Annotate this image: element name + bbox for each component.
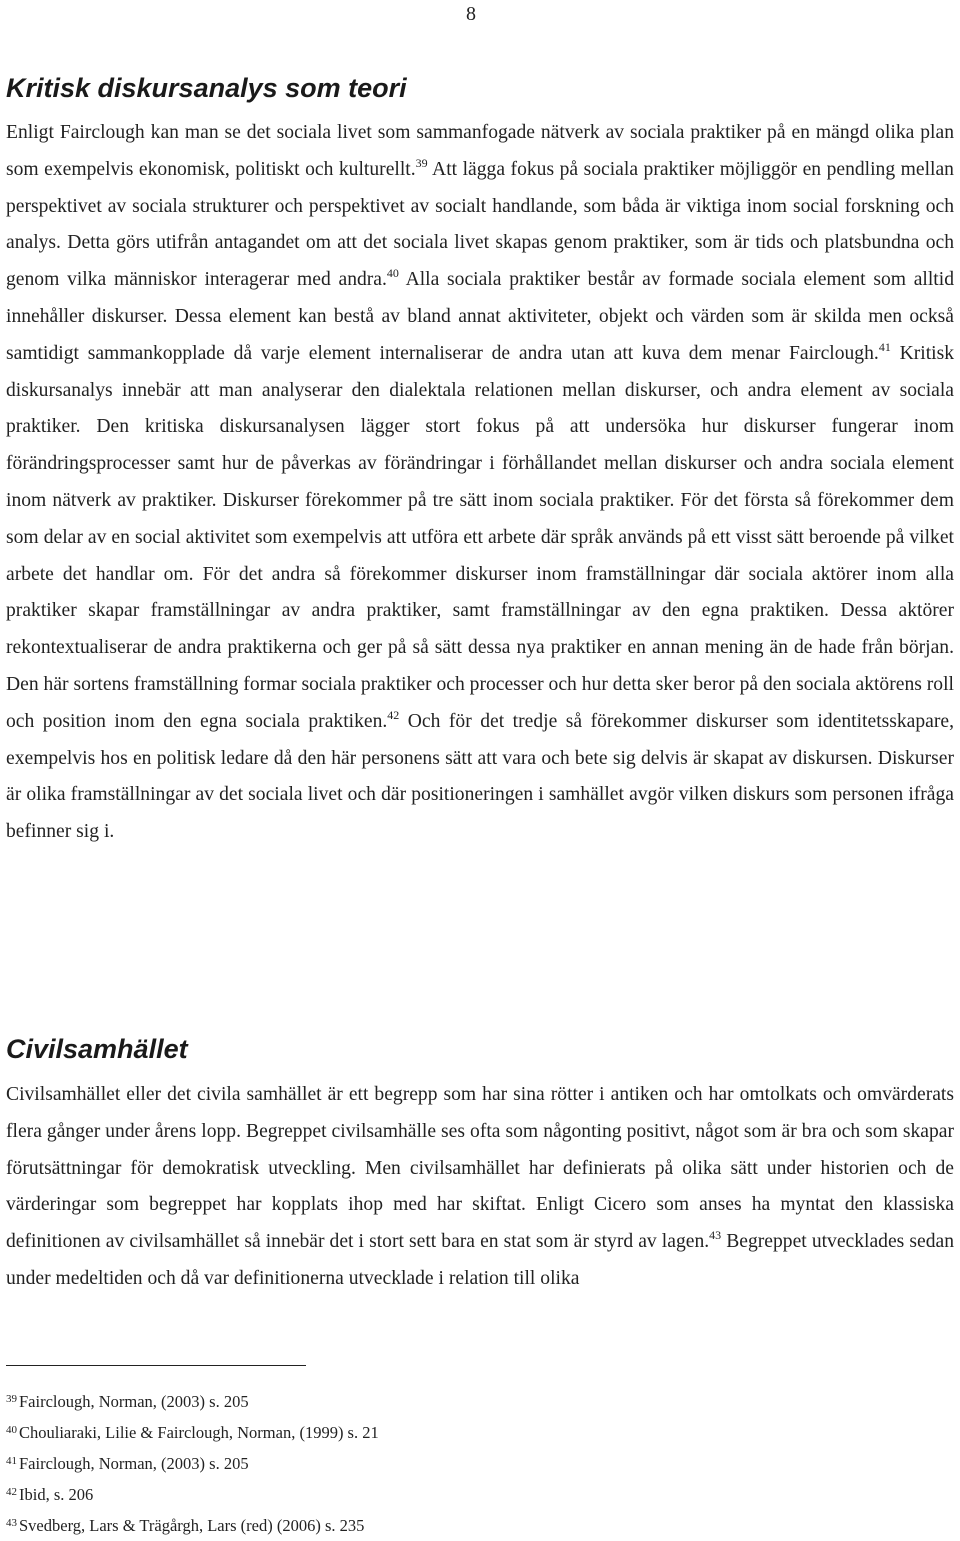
text-run: Begreppet utvecklades sedan under medeltiden och då var definitionerna utvecklade i relation till olika	[6, 1231, 954, 1289]
footnote-separator	[6, 1365, 306, 1366]
footnote-item	[6, 1417, 946, 1448]
footnote-reference: 43	[709, 1228, 722, 1243]
footnote-item	[6, 1510, 946, 1541]
footnote-number: 42	[6, 1486, 17, 1498]
footnote-list	[6, 1386, 946, 1541]
section-paragraph-civilsamhallet	[6, 1077, 954, 1298]
footnote-reference: 42	[387, 707, 400, 722]
footnote-number: 41	[6, 1455, 17, 1467]
text-run: Kritisk diskursanalys innebär att man analyserar den dialektala relationen mellan diskurser, och andra element av sociala praktiker. Den kritiska diskursanalysen lägger stort fokus på att undersöka hur diskurser fungerar inom förändringsprocesser samt hur de påverkas av förändringar i förhållandet mellan diskurser och andra sociala element inom nätverk av praktiker. Diskurser förekommer på tre sätt inom sociala praktiker. För det första så förekommer dem som delar av en social aktivitet som exempelvis att utföra ett arbete där språk används på ett visst sätt beroende på vilket arbete det handlar om. För det andra så förekommer diskurser inom framställningar där sociala aktörer inom alla praktiker skapar framställningar av andra praktiker, samt framställningar av den egna praktiken. Dessa aktörer rekontextualiserar de andra praktikerna och ger på så sätt dessa nya praktiker en annan mening än de hade från början. Den här sortens framställning formar sociala praktiker och processer och hur detta sker beror på den sociala aktörens roll och position inom den egna sociala praktiken.	[6, 342, 954, 732]
footnote-text: Fairclough, Norman, (2003) s. 205	[19, 1454, 249, 1473]
footnote-item	[6, 1479, 946, 1510]
footnote-number: 43	[6, 1517, 17, 1529]
footnote-item	[6, 1448, 946, 1479]
footnote-reference: 40	[386, 266, 399, 281]
footnote-number: 40	[6, 1424, 17, 1436]
page-number: 8	[466, 3, 476, 25]
footnote-text: Fairclough, Norman, (2003) s. 205	[19, 1392, 249, 1411]
section-heading-kritisk-diskursanalys: Kritisk diskursanalys som teori	[6, 73, 407, 103]
footnote-text: Chouliaraki, Lilie & Fairclough, Norman, (1999) s. 21	[19, 1423, 379, 1442]
footnote-text: Ibid, s. 206	[19, 1485, 94, 1504]
footnote-item	[6, 1386, 946, 1417]
footnote-number: 39	[6, 1393, 17, 1405]
text-run: Att lägga fokus på sociala praktiker möjliggör en pendling mellan perspektivet av sociala strukturer och perspektivet av socialt handlande, som båda är viktiga inom social forskning och analys. Detta görs utifrån antagandet om att det sociala livet skapas genom praktiker, som är tids och platsbundna och genom vilka människor interagerar med andra.	[6, 158, 954, 291]
footnote-reference: 41	[878, 339, 891, 354]
text-run: Civilsamhället eller det civila samhället är ett begrepp som har sina rötter i antiken och har omtolkats och omvärderats flera gånger under årens lopp. Begreppet civilsamhälle ses ofta som någonting positivt, något som är bra och som skapar förutsättningar för demokratisk utveckling. Men civilsamhället har definierats på olika sätt under historien och de värderingar som begreppet har kopplats ihop med har skiftat. Enligt Cicero som anses ha myntat den klassiska definitionen av civilsamhället så innebär det i stort sett bara en stat som är styrd av lagen.	[6, 1084, 954, 1253]
section-heading-civilsamhallet: Civilsamhället	[6, 1034, 188, 1064]
text-run: Enligt Fairclough kan man se det sociala livet som sammanfogade nätverk av sociala praktiker på en mängd olika plan som exempelvis ekonomisk, politiskt och kulturellt.	[6, 122, 954, 180]
footnote-reference: 39	[415, 155, 428, 170]
footnote-text: Svedberg, Lars & Trägårgh, Lars (red) (2006) s. 235	[19, 1516, 365, 1535]
section-paragraph-kritisk-diskursanalys	[6, 115, 954, 851]
text-run: Alla sociala praktiker består av formade sociala element som alltid innehåller diskurser. Dessa element kan bestå av bland annat aktiviteter, objekt och värden som är skilda men också samtidigt sammankopplade då varje element internaliserar de andra utan att kuva dem menar Fairclough.	[6, 269, 954, 364]
text-run: Och för det tredje så förekommer diskurser som identitetsskapare, exempelvis hos en politisk ledare då den här personens sätt att vara och bete sig delvis är skapat av diskursen. Diskurser är olika framställningar av det sociala livet och där positioneringen i samhället avgör vilken diskurs som personen ifråga befinner sig i.	[6, 710, 954, 843]
